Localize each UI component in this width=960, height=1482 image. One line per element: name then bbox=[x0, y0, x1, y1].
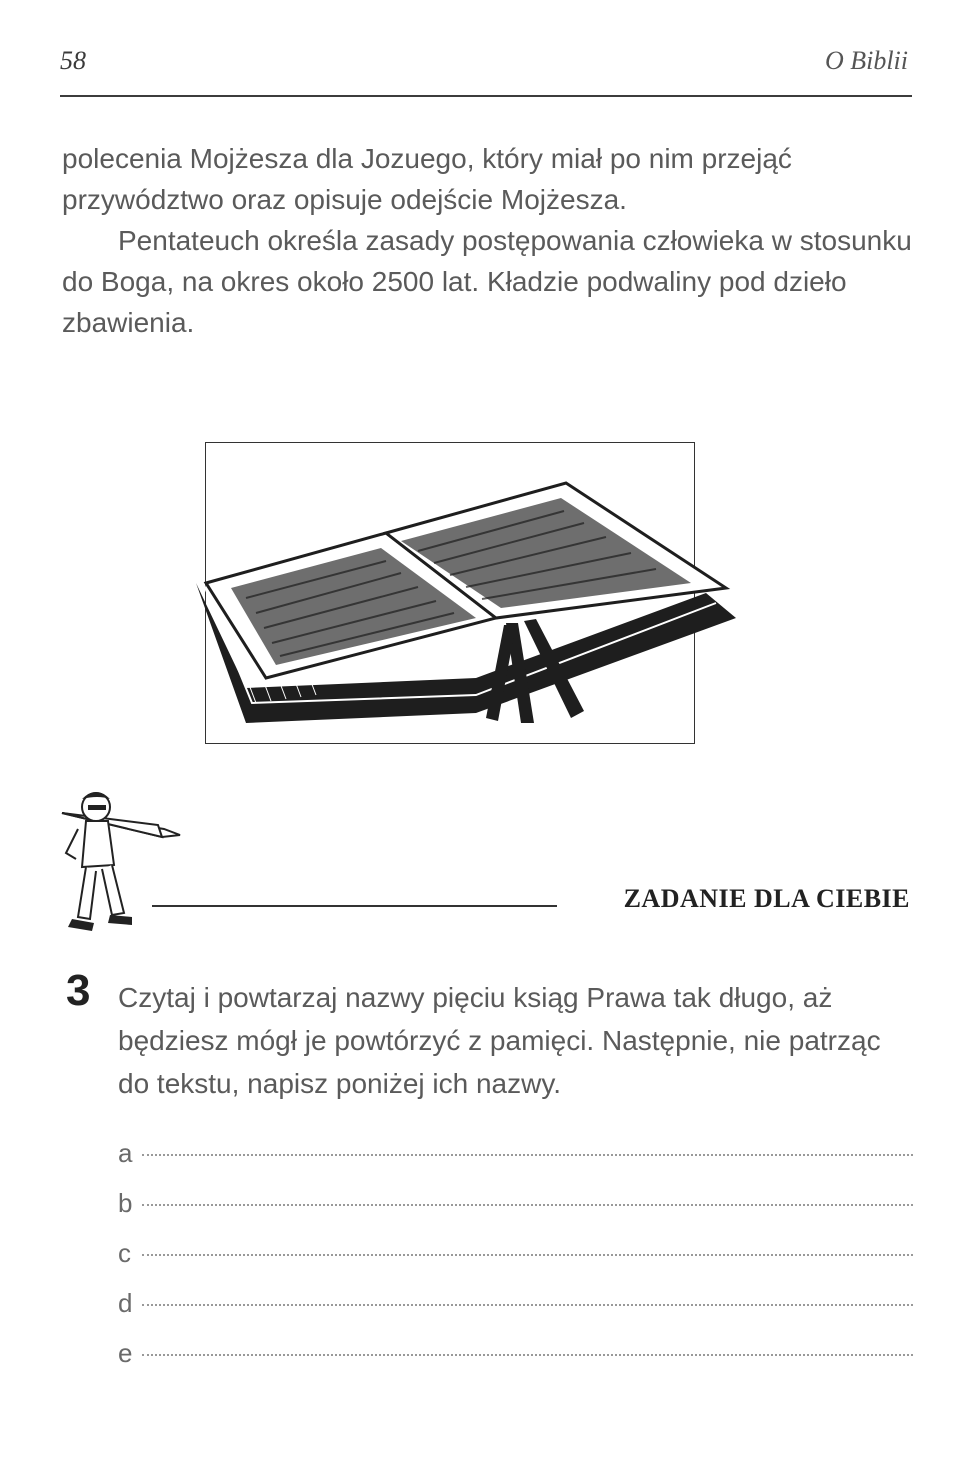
answer-blank-line[interactable] bbox=[142, 1202, 913, 1206]
answer-blank-line[interactable] bbox=[142, 1302, 913, 1306]
answer-row-c bbox=[118, 1218, 913, 1268]
paragraph-1: polecenia Mojżesza dla Jozuego, który miał po nim przejąć przywództwo oraz opisuje odejście Mojżesza. bbox=[62, 143, 792, 215]
answer-list bbox=[118, 1118, 913, 1368]
answer-row-b bbox=[118, 1168, 913, 1218]
open-bible-illustration bbox=[205, 442, 695, 744]
answer-letter: b bbox=[118, 1188, 133, 1218]
boy-with-pencil-icon bbox=[58, 785, 188, 935]
page-number: 58 bbox=[60, 46, 86, 75]
running-head-title: O Biblii bbox=[824, 46, 908, 75]
task-heading: ZADANIE DLA CIEBIE bbox=[623, 884, 910, 913]
task-heading-rule bbox=[152, 905, 557, 907]
answer-blank-line[interactable] bbox=[142, 1152, 913, 1156]
answer-blank-line[interactable] bbox=[142, 1252, 913, 1256]
paragraph-2: Pentateuch określa zasady postępowania człowieka w stosunku do Boga, na okres około 2500 lat. Kładzie podwaliny pod dzieło zbawienia. bbox=[62, 225, 912, 338]
answer-letter: d bbox=[118, 1288, 133, 1318]
answer-row-a bbox=[118, 1118, 913, 1168]
answer-letter: e bbox=[118, 1338, 133, 1368]
answer-row-e bbox=[118, 1318, 913, 1368]
body-text bbox=[62, 138, 912, 343]
answer-letter: a bbox=[118, 1138, 133, 1168]
answer-blank-line[interactable] bbox=[142, 1352, 913, 1356]
task-instructions: Czytaj i powtarzaj nazwy pięciu ksiąg Prawa tak długo, aż będziesz mógł je powtórzyć z pamięci. Następnie, nie patrząc do tekstu, napisz poniżej ich nazwy. bbox=[118, 982, 881, 1099]
open-bible-icon bbox=[186, 473, 746, 733]
header-rule bbox=[60, 95, 912, 97]
answer-letter: c bbox=[118, 1238, 131, 1268]
task-number: 3 bbox=[66, 966, 91, 1015]
answer-row-d bbox=[118, 1268, 913, 1318]
